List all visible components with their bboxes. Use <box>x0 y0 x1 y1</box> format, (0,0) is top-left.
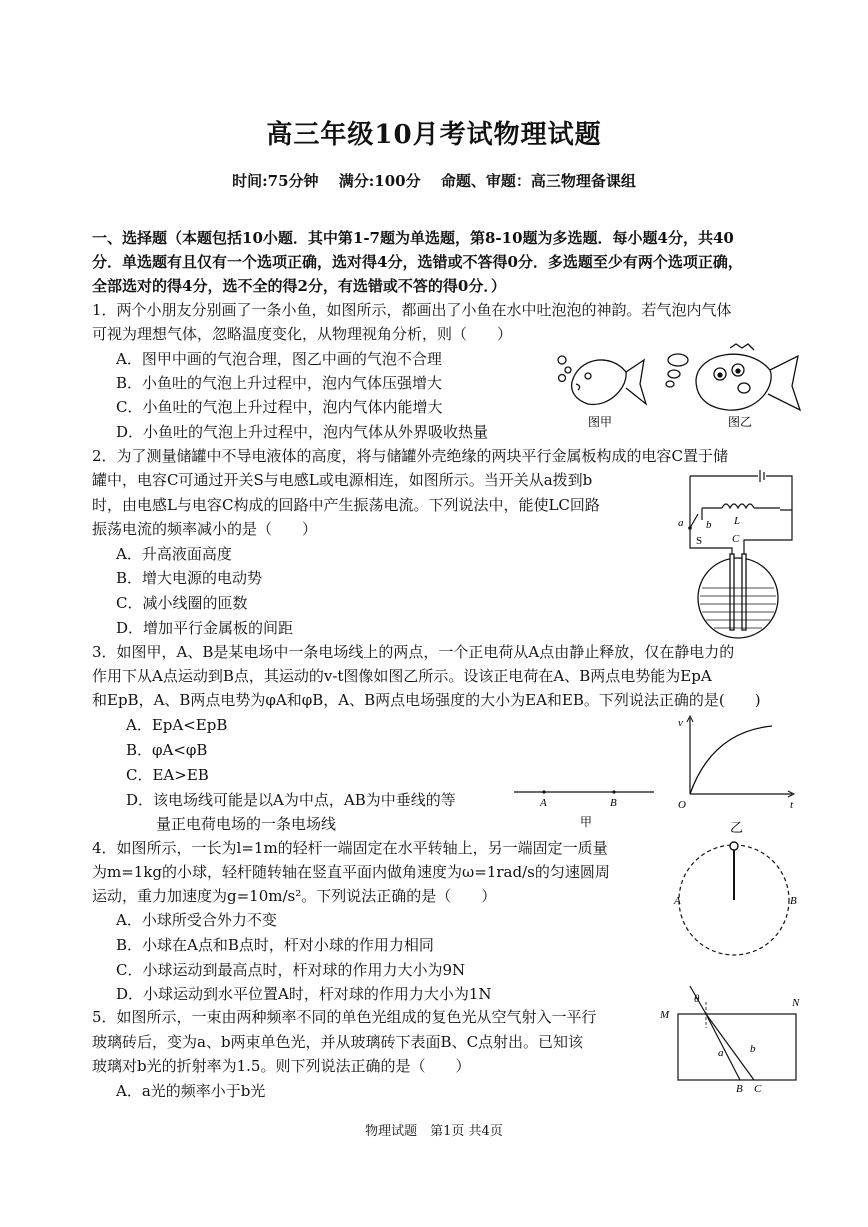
q3-option-c: C．EA>EB <box>126 766 209 784</box>
fig-jia-label: 甲 <box>580 815 593 829</box>
point-B-label: B <box>790 895 797 907</box>
q1-option-b: B．小鱼吐的气泡上升过程中，泡内气体压强增大 <box>116 374 443 392</box>
M-label: M <box>660 1009 670 1021</box>
fig-yi-label: 乙 <box>730 820 744 835</box>
point-A-label: A <box>540 797 547 809</box>
q3-option-a: A．EpA<EpB <box>126 716 228 734</box>
q2-stem-line-3: 时，由电感L与电容C构成的回路中产生振荡电流。下列说法中，能使LC回路 <box>92 496 600 514</box>
q4-option-b: B．小球在A点和B点时，杆对小球的作用力相同 <box>116 936 434 954</box>
q3-option-d: D．该电场线可能是以A为中点，AB为中垂线的等 <box>126 791 456 809</box>
q3-option-d-cont: 量正电荷电场的一条电场线 <box>126 815 337 833</box>
q3-stem-line-1: 3．如图甲，A、B是某电场中一条电场线上的两点，一个正电荷从A点由静止释放，仅在静电力的 <box>92 643 735 661</box>
switch-pivot <box>688 526 692 530</box>
q2-stem-line-4: 振荡电流的频率减小的是（ ） <box>92 520 318 538</box>
point-B-label: B <box>610 797 617 809</box>
q1-fish-figure <box>548 340 808 436</box>
ray-a-label: a <box>718 1047 724 1059</box>
ray-b-label: b <box>750 1043 756 1055</box>
q5-stem-line-1: 5．如图所示，一束由两种频率不同的单色光组成的复色光从空气射入一平行 <box>92 1008 597 1026</box>
q2-option-c: C．减小线圈的匝数 <box>116 594 248 612</box>
q4-option-a: A．小球所受合外力不变 <box>116 911 277 929</box>
q1-option-c: C．小鱼吐的气泡上升过程中，泡内气体内能增大 <box>116 398 443 416</box>
q4-circle-figure <box>676 838 806 968</box>
q3-option-b: B．φA<φB <box>126 741 208 759</box>
q2-stem-line-1: 2．为了测量储罐中不导电液体的高度，将与储罐外壳绝缘的两块平行金属板构成的电容C置于储 <box>92 447 729 465</box>
label-L: L <box>734 515 741 527</box>
v-label: v <box>678 717 683 729</box>
q4-stem-line-2: 为m=1kg的小球，轻杆随转轴在竖直平面内做角速度为ω=1rad/s的匀速圆周 <box>92 863 610 881</box>
q4-option-d: D．小球运动到水平位置A时，杆对球的作用力大小为1N <box>116 985 492 1003</box>
page-footer: 物理试题 第1页 共4页 <box>365 1124 503 1139</box>
B-label: B <box>736 1083 743 1095</box>
q4-stem-line-1: 4．如图所示，一长为l=1m的轻杆一端固定在水平转轴上，另一端固定一质量 <box>92 839 608 857</box>
t-label: t <box>790 799 794 811</box>
q2-circuit-figure <box>672 470 802 642</box>
label-S: S <box>696 535 703 547</box>
vt-curve <box>690 726 772 794</box>
q2-option-b: B．增大电源的电动势 <box>116 569 263 587</box>
label-a: a <box>678 517 684 529</box>
N-label: N <box>792 997 800 1009</box>
q2-option-a: A．升高液面高度 <box>116 545 232 563</box>
C-label: C <box>754 1083 762 1095</box>
q1-stem-line-2: 可视为理想气体，忽略温度变化，从物理视角分析，则（ ） <box>92 325 513 343</box>
q3-field-line-figure <box>510 782 660 830</box>
q5-stem-line-3: 玻璃对b光的折射率为1.5。则下列说法正确的是（ ） <box>92 1057 471 1075</box>
page-title: 高三年级10月考试物理试题 <box>266 120 602 150</box>
q1-stem-line-1: 1．两个小朋友分别画了一条小鱼，如图所示，都画出了小鱼在水中吐泡泡的神韵。若气泡内气体 <box>92 301 732 319</box>
circuit-wires <box>690 470 792 562</box>
origin-label: O <box>678 799 686 811</box>
q3-stem-line-2: 作用下从A点运动到B点，其运动的v-t图像如图乙所示。设该正电荷在A、B两点电势能为EpA <box>92 667 712 685</box>
q3-vt-graph <box>672 712 802 838</box>
fig-label-jia: 图甲 <box>588 415 613 429</box>
q5-glass-figure <box>656 984 806 1095</box>
label-b: b <box>706 519 712 531</box>
q2-option-d: D．增加平行金属板的间距 <box>116 619 294 637</box>
q3-stem-line-3: 和EpB，A、B两点电势为φA和φB，A、B两点电场强度的大小为EA和EB。下列说法正确的是( ) <box>92 691 761 709</box>
section-instructions-line-2: 分．单选题有且仅有一个选项正确，选对得4分，选错或不答得0分．多选题至少有两个选项正确， <box>92 253 743 271</box>
theta-label: θ <box>694 993 700 1005</box>
fig-label-yi: 图乙 <box>728 415 753 429</box>
ray-b <box>706 1014 754 1080</box>
q1-option-d: D．小鱼吐的气泡上升过程中，泡内气体从外界吸收热量 <box>116 423 489 441</box>
section-instructions-line-3: 全部选对的得4分，选不全的得2分，有选错或不答的得0分．） <box>92 277 506 295</box>
exam-info: 时间:75分钟 满分:100分 命题、审题：高三物理备课组 <box>232 172 636 190</box>
ball <box>730 842 738 850</box>
q4-stem-line-3: 运动，重力加速度为g=10m/s²。下列说法正确的是（ ） <box>92 887 497 905</box>
q1-option-a: A．图甲中画的气泡合理，图乙中画的气泡不合理 <box>116 350 442 368</box>
q4-option-c: C．小球运动到最高点时，杆对球的作用力大小为9N <box>116 961 466 979</box>
q2-stem-line-2: 罐中，电容C可通过开关S与电感L或电源相连，如图所示。当开关从a拨到b <box>92 471 593 489</box>
q5-option-a: A．a光的频率小于b光 <box>116 1082 266 1100</box>
fish-jia-drawing <box>558 356 646 405</box>
tank-liquid-hatching <box>700 588 776 628</box>
section-instructions-line-1: 一、选择题（本题包括10小题．其中第1-7题为单选题，第8-10题为多选题．每小题4分，共40 <box>92 229 734 247</box>
glass-block <box>678 1014 796 1080</box>
fish-yi-drawing <box>666 344 800 410</box>
label-C: C <box>732 533 740 545</box>
point-A-label: A <box>674 895 681 907</box>
q5-stem-line-2: 玻璃砖后，变为a、b两束单色光，并从玻璃砖下表面B、C点射出。已知该 <box>92 1033 584 1051</box>
